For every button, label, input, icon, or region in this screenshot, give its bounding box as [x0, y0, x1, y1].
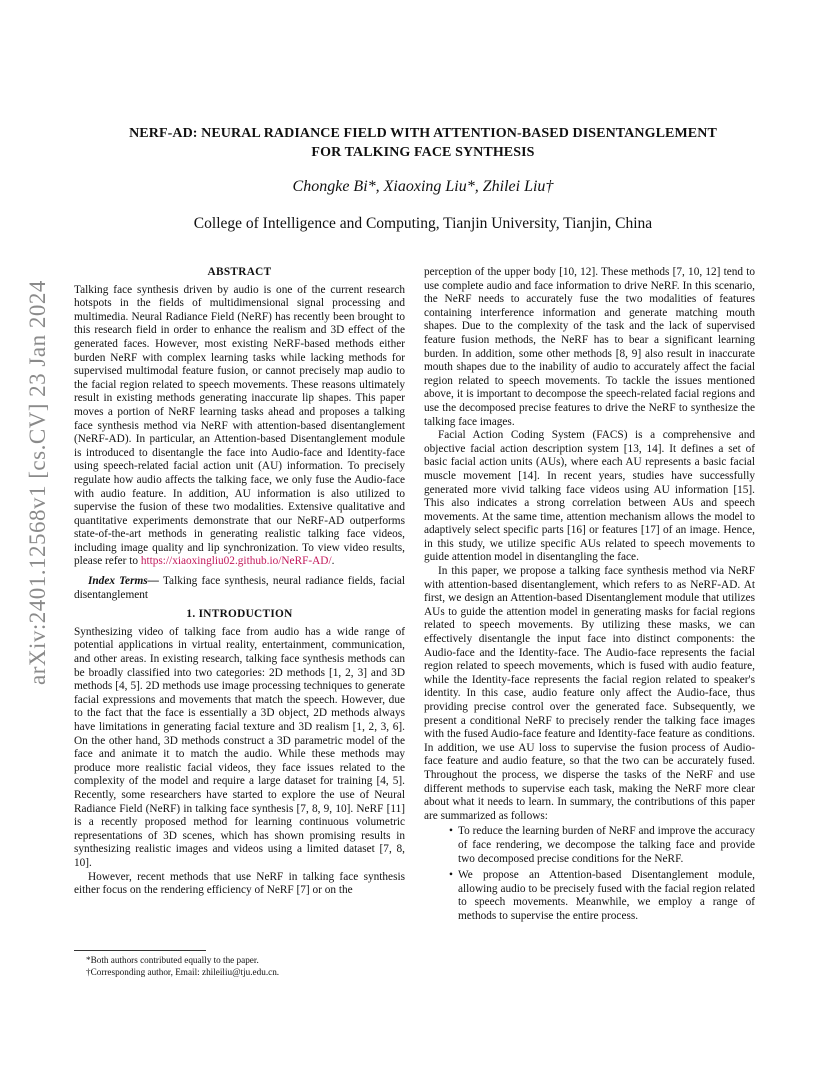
- index-terms-lead: Index Terms—: [88, 575, 159, 588]
- title-line-2: FOR TALKING FACE SYNTHESIS: [311, 145, 535, 160]
- intro-paragraph-2-continued: perception of the upper body [10, 12]. These methods [7, 10, 12] tend to use complete audio and face information to drive NeRF. In this scenario, the NeRF needs to accurately fuse the two modalities of features containing interference information and generate matching mouth shapes. Due to the complexity of the task and the lack of supervised feature fusion methods, the NeRF has to bear a significant learning burden. In addition, some other methods [8, 9] also result in inaccurate mouth shapes due to the inability of audio to accurately affect the facial region related to speech movements. To tackle the issues mentioned above, it is important to decompose the speech-related facial regions and use the decomposed precise features to drive the NeRF to synthesize the talking face images.: [424, 266, 755, 428]
- title-line-1: NERF-AD: NEURAL RADIANCE FIELD WITH ATTENTION-BASED DISENTANGLEMENT: [129, 126, 717, 141]
- footnote-rule: [74, 950, 206, 951]
- introduction-heading: 1. INTRODUCTION: [186, 608, 293, 621]
- project-link[interactable]: https://xiaoxingliu02.github.io/NeRF-AD/: [140, 555, 332, 568]
- affiliation: College of Intelligence and Computing, Tianjin University, Tianjin, China: [193, 215, 653, 232]
- contribution-list: [424, 825, 755, 923]
- footnotes: [74, 950, 405, 978]
- index-terms-text: Talking face synthesis, neural radiance fields, facial disentanglement: [74, 575, 406, 601]
- author-list: Chongke Bi*, Xiaoxing Liu*, Zhilei Liu†: [292, 178, 554, 195]
- intro-paragraph-3: Facial Action Coding System (FACS) is a comprehensive and objective facial action description system [13, 14]. It defines a set of basic facial action units (AUs), where each AU represents a basic facial muscle movement [14]. In recent years, studies have successfully generated more vivid talking face videos using AU information [15]. This also indicates a strong correlation between AUs and speech movements. At the same time, attention mechanism allows the model to adaptively select specific parts [16] or features [17] of an image. Hence, in this study, we utilize specific AUs related to speech movements to guide attention model in disentangling the face.: [424, 429, 755, 564]
- footnote-equal-contribution: *Both authors contributed equally to the paper.: [86, 955, 259, 965]
- arxiv-identifier: arXiv:2401.12568v1 [cs.CV] 23 Jan 2024: [25, 280, 50, 686]
- left-column: [74, 266, 405, 898]
- right-column: [424, 266, 755, 927]
- contribution-item: • To reduce the learning burden of NeRF and improve the accuracy of face rendering, we decompose the talking face and provide two decomposed precise conditions for the NeRF.: [424, 825, 755, 866]
- abstract-heading: ABSTRACT: [207, 266, 272, 278]
- abstract-body: Talking face synthesis driven by audio is one of the current research hotspots in the fields of multidimensional signal processing and multimedia. Neural Radiance Field (NeRF) has recently been brought to this research field in order to enhance the realism and 3D effect of the generated faces. However, most existing NeRF-based methods either burden NeRF with complex learning tasks while lacking methods for supervised multimodal feature fusion, or cannot precisely map audio to the facial region related to speech movements. These reasons ultimately result in existing methods generating inaccurate lip shapes. This paper moves a portion of NeRF learning tasks ahead and proposes a talking face synthesis method via NeRF with attention-based disentanglement (NeRF-AD). In particular, an Attention-based Disentanglement module is introduced to disentangle the face into Audio-face and Identity-face using speech-related facial action unit (AU) information. To precisely regulate how audio affects the talking face, we only fuse the Audio-face with audio feature. In addition, AU information is also utilized to supervise the fusion of these two modalities. Extensive qualitative and quantitative experiments demonstrate that our NeRF-AD outperforms state-of-the-art methods in generating realistic talking face videos, including image quality and lip synchronization. To view video results, please refer to: [74, 283, 405, 568]
- footnote-corresponding-author: †Corresponding author, Email: zhileiliu@tju.edu.cn.: [86, 967, 280, 977]
- intro-paragraph-2: However, recent methods that use NeRF in talking face synthesis either focus on the rendering efficiency of NeRF [7] or on the: [74, 870, 405, 897]
- intro-paragraph-1: Synthesizing video of talking face from audio has a wide range of potential applications in virtual reality, entertainment, communication, and other areas. In existing research, talking face synthesis methods can be broadly classified into two categories: 2D methods [1, 2, 3] and 3D methods [4, 5]. 2D methods use image processing techniques to generate facial expressions and movements that match the speech. However, due to the fact that the face is essentially a 3D object, 2D methods always have limitations in generating facial texture and 3D realism [1, 2, 3, 6]. On the other hand, 3D methods construct a 3D parametric model of the face and animate it to match the audio. While these methods may produce more realistic facial videos, they face issues related to the complexity of the model and require a large dataset for training [4, 5]. Recently, some researchers have started to explore the use of Neural Radiance Field (NeRF) in talking face synthesis [7, 8, 9, 10]. NeRF [11] is a recently proposed method for learning continuous volumetric representations of 3D scenes, which has shown promising results in synthesizing realistic images and videos using a limited dataset [7, 8, 10].: [74, 625, 405, 869]
- abstract-text: [74, 284, 405, 569]
- index-terms: [74, 575, 405, 602]
- contribution-item: • We propose an Attention-based Disentanglement module, allowing audio to be precisely fused with the facial region related to speech movements. Meanwhile, we employ a range of methods to supervise the entire process.: [424, 869, 755, 923]
- paper-title: [60, 124, 786, 162]
- intro-paragraph-4: In this paper, we propose a talking face synthesis method via NeRF with attention-based disentanglement, which refers to as NeRF-AD. At first, we design an Attention-based Disentanglement module that utilizes AUs to guide the attention model in generating masks for facial regions related to speech movements. By utilizing these masks, we can effectively disentangle the input face into distinct components: the Audio-face and the Identity-face. The Audio-face represents the facial region related to speech movements, which is fused with audio feature, while the Identity-face represents the facial region related to speaker's identity. In this case, audio feature only affect the Audio-face, thus providing precise control over the generated face. Subsequently, we present a conditional NeRF to precisely render the talking face images with the fused Audio-face feature and Identity-face feature as conditions. In addition, we use AU loss to supervise the fusion process of Audio-face feature and audio feature, so that the two can be accurately fused. Throughout the process, we disperse the tasks of the NeRF and use different methods to supervise each task, making the NeRF more clear about what it needs to learn. In summary, the contributions of this paper are summarized as follows:: [424, 565, 755, 822]
- abstract-end: .: [331, 555, 335, 568]
